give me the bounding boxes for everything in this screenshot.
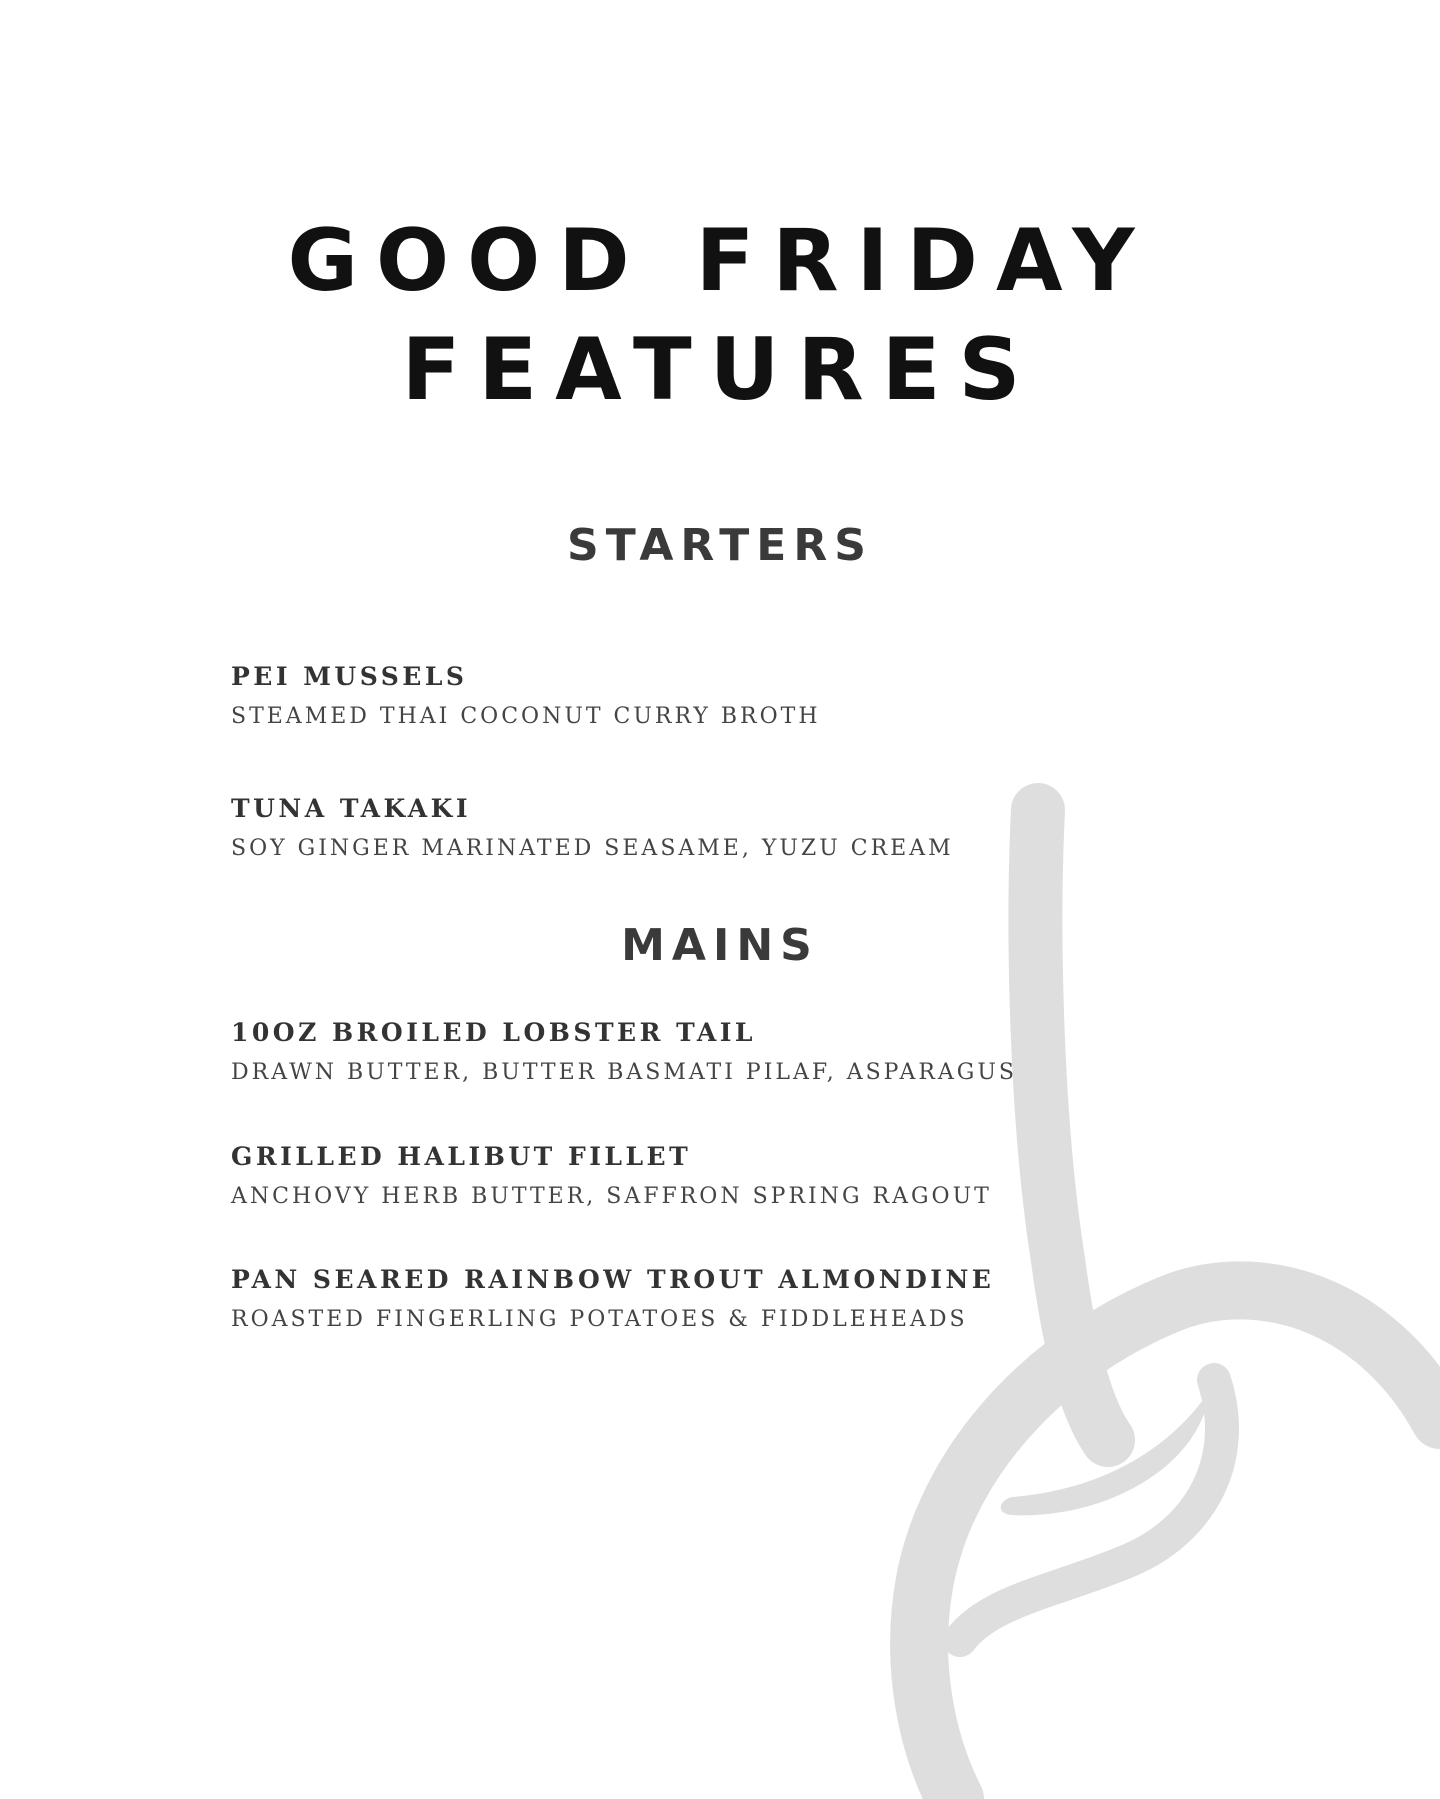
menu-item-description: SOY GINGER MARINATED SEASAME, YUZU CREAM — [231, 836, 954, 861]
menu-item-name: GRILLED HALIBUT FILLET — [231, 1142, 692, 1171]
menu-item-description: ANCHOVY HERB BUTTER, SAFFRON SPRING RAGOUT — [231, 1184, 992, 1209]
menu-item-name: PEI MUSSELS — [231, 662, 468, 691]
menu-item-name: TUNA TAKAKI — [231, 794, 472, 823]
section-heading-starters: STARTERS — [567, 520, 873, 571]
section-heading-mains: MAINS — [621, 920, 819, 971]
menu-item-name: 10OZ BROILED LOBSTER TAIL — [231, 1018, 756, 1047]
page-title-line1: GOOD FRIDAY — [287, 211, 1153, 311]
menu-item-description: STEAMED THAI COCONUT CURRY BROTH — [231, 704, 821, 729]
menu-item-name: PAN SEARED RAINBOW TROUT ALMONDINE — [231, 1265, 995, 1294]
menu-item-description: DRAWN BUTTER, BUTTER BASMATI PILAF, ASPARAGUS — [231, 1060, 1017, 1085]
menu-item-description: ROASTED FINGERLING POTATOES & FIDDLEHEADS — [231, 1307, 968, 1332]
page-title-line2: FEATURES — [401, 320, 1039, 420]
